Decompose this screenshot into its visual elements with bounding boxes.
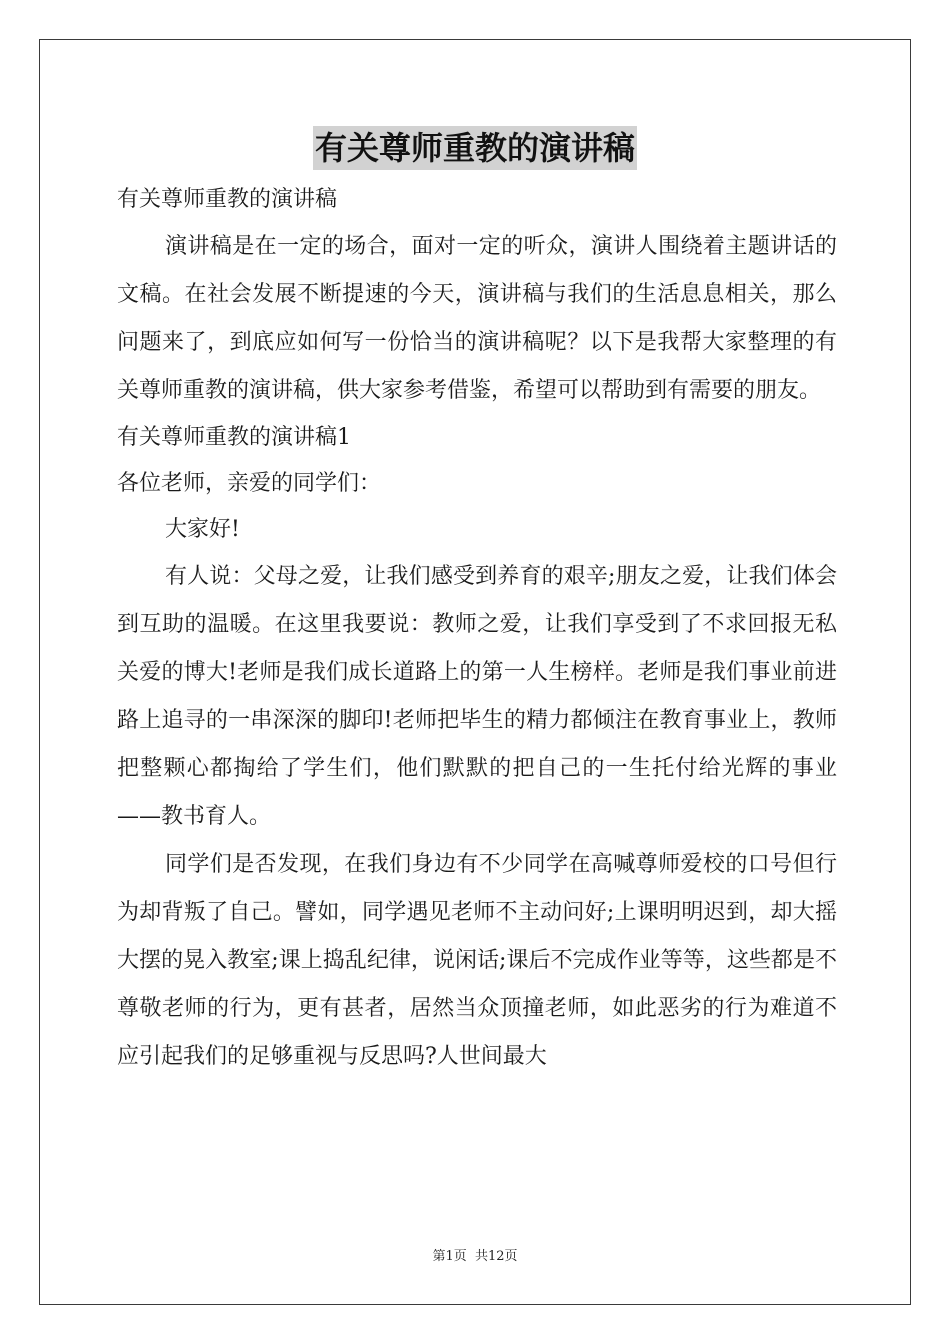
title-container [0, 126, 950, 170]
document-body [117, 177, 837, 1081]
document-title: 有关尊师重教的演讲稿 [313, 126, 637, 170]
total-pages: 共12页 [474, 1249, 518, 1264]
page-footer [0, 1245, 950, 1264]
subtitle: 有关尊师重教的演讲稿 [117, 187, 338, 212]
intro-paragraph: 演讲稿是在一定的场合，面对一定的听众，演讲人围绕着主题讲话的文稿。在社会发展不断提速的今天，演讲稿与我们的生活息息相关，那么问题来了，到底应如何写一份恰当的演讲稿呢？以下是我帮大家整理的有关尊师重教的演讲稿，供大家参考借鉴，希望可以帮助到有需要的朋友。 [117, 234, 837, 403]
body-paragraph-1: 有人说：父母之爱，让我们感受到养育的艰辛;朋友之爱，让我们体会到互助的温暖。在这里我要说：教师之爱，让我们享受到了不求回报无私关爱的博大!老师是我们成长道路上的第一人生榜样。老师是我们事业前进路上追寻的一串深深的脚印!老师把毕生的精力都倾注在教育事业上，教师把整颗心都掏给了学生们，他们默默的把自己的一生托付给光辉的事业——教书育人。 [117, 564, 837, 829]
greeting: 大家好! [165, 517, 240, 542]
body-paragraph-2: 同学们是否发现，在我们身边有不少同学在高喊尊师爱校的口号但行为却背叛了自己。譬如，同学遇见老师不主动问好;上课明明迟到，却大摇大摆的晃入教室;课上捣乱纪律，说闲话;课后不完成作业等等，这些都是不尊敬老师的行为，更有甚者，居然当众顶撞老师，如此恶劣的行为难道不应引起我们的足够重视与反思吗?人世间最大 [117, 852, 837, 1069]
section-heading: 有关尊师重教的演讲稿1 [117, 425, 351, 450]
salutation: 各位老师，亲爱的同学们： [117, 471, 382, 496]
page-number: 第1页 [432, 1249, 467, 1264]
